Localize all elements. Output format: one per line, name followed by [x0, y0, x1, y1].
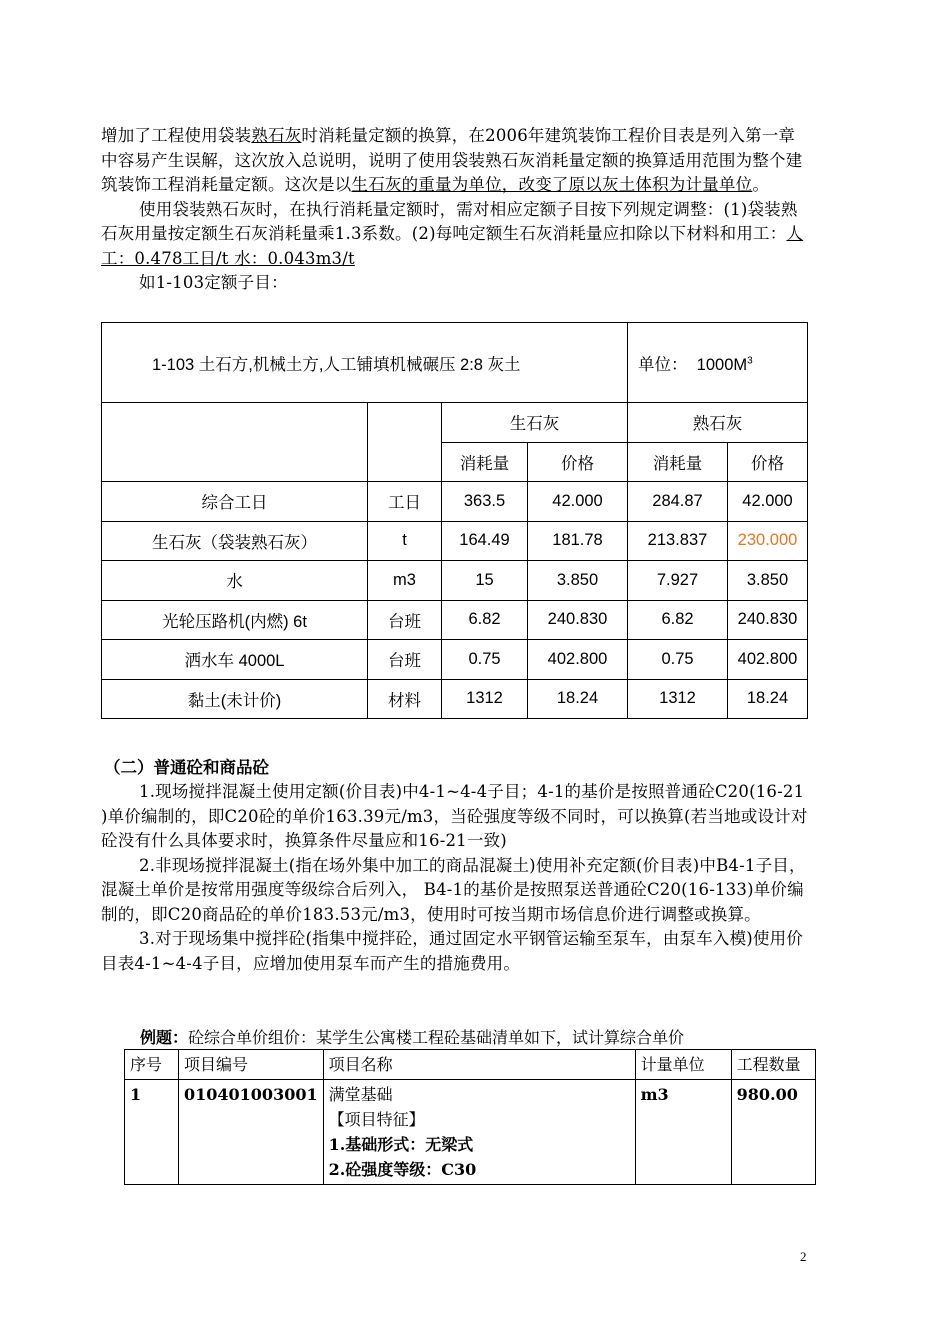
table-row: 1 010401003001 满堂基础 【项目特征】 1.基础形式：无梁式 2.砼强度等级：C30 m3 980.00: [125, 1080, 816, 1185]
quota-unit: 单位： $1000M^3$: [628, 323, 808, 403]
subheader-qty: 消耗量: [628, 442, 728, 482]
table-row: 综合工日 工日 363.5 42.000 284.87 42.000: [102, 482, 808, 522]
subheader-price: 价格: [528, 442, 628, 482]
intro-text: [101, 124, 811, 296]
intro-paragraph-3: 如1-103定额子目：: [139, 273, 288, 292]
subheader-price: 价格: [728, 442, 808, 482]
table-row: 光轮压路机(内燃) 6t 台班 6.82 240.830 6.82 240.830: [102, 600, 808, 640]
item-description: 满堂基础 【项目特征】 1.基础形式：无梁式 2.砼强度等级：C30: [323, 1080, 635, 1185]
highlighted-price: 230.000: [728, 521, 808, 561]
header-qty: 工程数量: [731, 1050, 815, 1080]
header-seq: 序号: [125, 1050, 179, 1080]
page-number: 2: [800, 1249, 807, 1264]
intro-paragraph-1: 增加了工程使用袋装熟石灰时消耗量定额的换算，在2006年建筑装饰工程价目表是列入第一章中容易产生误解，这次放入总说明，说明了使用袋装熟石灰消耗量定额的换算适用范围为整个建筑装饰工程消耗量定额。这次是以生石灰的重量为单位，改变了原以灰土体积为计量单位。: [101, 126, 803, 194]
subheader-qty: 消耗量: [442, 442, 528, 482]
quota-table: [101, 322, 808, 719]
intro-paragraph-2: 使用袋装熟石灰时，在执行消耗量定额时，需对相应定额子目按下列规定调整：(1)袋装熟石灰用量按定额生石灰消耗量乘1.3系数。(2)每吨定额生石灰消耗量应扣除以下材料和用工：人工：0.478工日/t 水：0.043m3/t: [101, 199, 804, 268]
table-row: 黏土(未计价) 材料 1312 18.24 1312 18.24: [102, 679, 808, 719]
table-row: 水 m3 15 3.850 7.927 3.850: [102, 561, 808, 601]
table-row: 生石灰（袋装熟石灰） t 164.49 181.78 213.837 230.000: [102, 521, 808, 561]
example-line: 例题：砼综合单价组价：某学生公寓楼工程砼基础清单如下，试计算综合单价: [140, 1028, 685, 1047]
group-slaked-lime: 熟石灰: [628, 403, 808, 443]
quota-table-title-row: [102, 323, 808, 403]
group-quicklime: 生石灰: [442, 403, 628, 443]
section-title: （二）普通砼和商品砼: [104, 758, 269, 777]
section2-body: [101, 780, 811, 976]
bill-header-row: [125, 1050, 816, 1080]
quota-title: 1-103 土石方,机械土方,人工铺填机械碾压 2:8 灰土: [102, 323, 628, 403]
quota-group-row: [102, 403, 808, 443]
table-row: 洒水车 4000L 台班 0.75 402.800 0.75 402.800: [102, 640, 808, 680]
section2-item-1: 1.现场搅拌混凝土使用定额(价目表)中4-1~4-4子目；4-1的基价是按照普通砼C20(16-21 )单价编制的，即C20砼的单价163.39元/m3，当砼强度等级不同时，可以换算(若当地或设计对砼没有什么具体要求时，换算条件尽量应和16-21一致): [101, 782, 808, 850]
header-unit: 计量单位: [635, 1050, 731, 1080]
header-code: 项目编号: [179, 1050, 324, 1080]
section2-item-3: 3.对于现场集中搅拌砼(指集中搅拌砼，通过固定水平钢管运输至泵车，由泵车入模)使用价目表4-1~4-4子目，应增加使用泵车而产生的措施费用。: [101, 929, 804, 973]
section2-item-2: 2.非现场搅拌混凝土(指在场外集中加工的商品混凝土)使用补充定额(价目表)中B4-1子目，混凝土单价是按常用强度等级综合后列入， B4-1的基价是按照泵送普通砼C20(16-133)单价编制的，即C20商品砼的单价183.53元/m3，使用时可按当期市场信息价进行调整或换算。: [101, 855, 806, 924]
bill-table: [124, 1049, 816, 1185]
header-name: 项目名称: [323, 1050, 635, 1080]
